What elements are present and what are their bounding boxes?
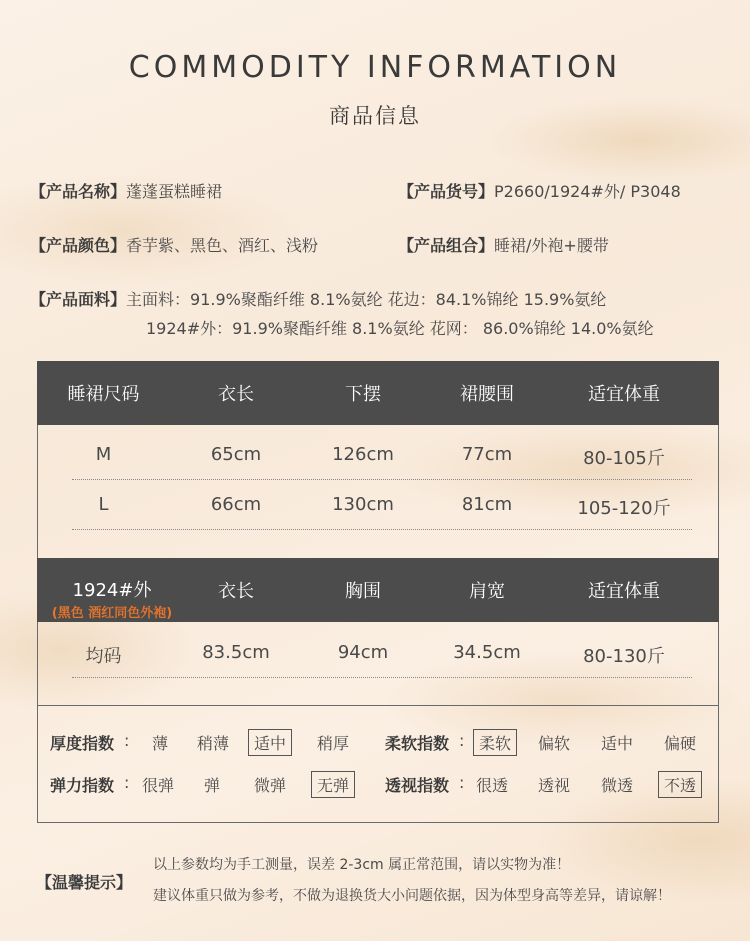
- softness-option-medium: 适中: [601, 734, 634, 753]
- header-size: 睡裙尺码: [67, 384, 140, 405]
- header-waist: 裙腰围: [460, 384, 514, 405]
- thickness-option-thin: 薄: [152, 734, 169, 753]
- size-table-header: [37, 361, 719, 425]
- product-fabric-label: 【产品面料】: [30, 290, 127, 309]
- sheer-option-very: 很透: [476, 776, 509, 795]
- cell-size: 均码: [85, 646, 122, 667]
- thickness-option-slightly-thick: 稍厚: [317, 734, 350, 753]
- cell-hem: 126cm: [332, 444, 394, 465]
- header-shoulder: 肩宽: [469, 581, 505, 602]
- elastic-label: 弹力指数: [50, 776, 115, 795]
- title-english: COMMODITY INFORMATION: [128, 50, 622, 85]
- sheer-colon: :: [459, 773, 465, 792]
- softness-label: 柔软指数: [385, 734, 450, 753]
- product-fabric: [30, 287, 606, 310]
- thickness-colon: :: [124, 731, 130, 750]
- tips-label: 【温馨提示】: [36, 873, 133, 892]
- cell-length: 83.5cm: [202, 642, 270, 663]
- softness-colon: :: [459, 731, 465, 750]
- sheer-option-slight: 微透: [601, 776, 634, 795]
- fabric-index-panel: [37, 705, 719, 823]
- softness-option-hard: 偏硬: [664, 734, 697, 753]
- thickness-label: 厚度指数: [50, 734, 115, 753]
- header-weight: 适宜体重: [588, 384, 660, 405]
- cell-length: 66cm: [210, 494, 262, 515]
- header-weight: 适宜体重: [588, 581, 660, 602]
- cell-shoulder: 34.5cm: [453, 642, 521, 663]
- product-name-value: 蓬蓬蛋糕睡裙: [126, 182, 223, 201]
- elastic-colon: :: [124, 773, 130, 792]
- header-length: 衣长: [218, 384, 254, 405]
- product-code: [398, 179, 681, 202]
- product-color-value: 香芋紫、黑色、酒红、浅粉: [126, 236, 319, 255]
- elastic-option-none-selected: 无弹: [311, 771, 355, 798]
- cell-weight: 80-105斤: [583, 448, 665, 469]
- header-length: 衣长: [218, 581, 254, 602]
- elastic-option-very: 很弹: [142, 776, 175, 795]
- thickness-option-slightly-thin: 稍薄: [197, 734, 230, 753]
- product-name: [30, 179, 222, 202]
- elastic-option-slight: 微弹: [254, 776, 287, 795]
- product-combo: [398, 233, 609, 256]
- sheer-option-sheer: 透视: [538, 776, 571, 795]
- product-code-label: 【产品货号】: [398, 182, 495, 201]
- header-bust: 胸围: [345, 581, 381, 602]
- cell-length: 65cm: [210, 444, 262, 465]
- table-row: [37, 444, 719, 468]
- title-chinese: 商品信息: [329, 104, 421, 128]
- header-hem: 下摆: [345, 384, 381, 405]
- tip-line-2: 建议体重只做为参考，不做为退换货大小问题依据，因为体型身高等差异，请谅解！: [153, 888, 671, 904]
- cell-size: L: [98, 494, 109, 515]
- robe-table-header: [37, 558, 719, 622]
- divider: [72, 529, 692, 530]
- cell-bust: 94cm: [337, 642, 389, 663]
- cell-waist: 81cm: [461, 494, 513, 515]
- product-combo-label: 【产品组合】: [398, 236, 495, 255]
- product-fabric-line1: 主面料：91.9%聚酯纤维 8.1%氨纶 花边：84.1%锦纶 15.9%氨纶: [126, 290, 607, 309]
- softness-option-softish: 偏软: [538, 734, 571, 753]
- cell-waist: 77cm: [461, 444, 513, 465]
- divider: [72, 677, 692, 678]
- cell-hem: 130cm: [332, 494, 394, 515]
- cell-weight: 80-130斤: [583, 646, 665, 667]
- product-color-label: 【产品颜色】: [30, 236, 127, 255]
- table-row: [37, 642, 719, 666]
- divider: [72, 479, 692, 480]
- thickness-option-medium-selected: 适中: [248, 729, 292, 756]
- cell-weight: 105-120斤: [577, 498, 671, 519]
- cell-size: M: [95, 444, 112, 465]
- sheer-option-opaque-selected: 不透: [658, 771, 702, 798]
- product-code-value: P2660/1924#外/ P3048: [494, 182, 681, 201]
- product-combo-value: 睡裙/外袍+腰带: [494, 236, 609, 255]
- product-name-label: 【产品名称】: [30, 182, 127, 201]
- tip-line-1: 以上参数均为手工测量，误差 2-3cm 属正常范围，请以实物为准！: [153, 857, 571, 873]
- header-robe: 1924#外: [72, 580, 152, 601]
- product-fabric-line2: 1924#外：91.9%聚酯纤维 8.1%氨纶 花网： 86.0%锦纶 14.0%氨纶: [146, 319, 654, 338]
- sheer-label: 透视指数: [385, 776, 450, 795]
- elastic-option-elastic: 弹: [204, 776, 221, 795]
- robe-color-note: (黑色 酒红同色外袍): [51, 606, 173, 621]
- product-color: [30, 233, 318, 256]
- softness-option-soft-selected: 柔软: [473, 729, 517, 756]
- table-row: [37, 494, 719, 518]
